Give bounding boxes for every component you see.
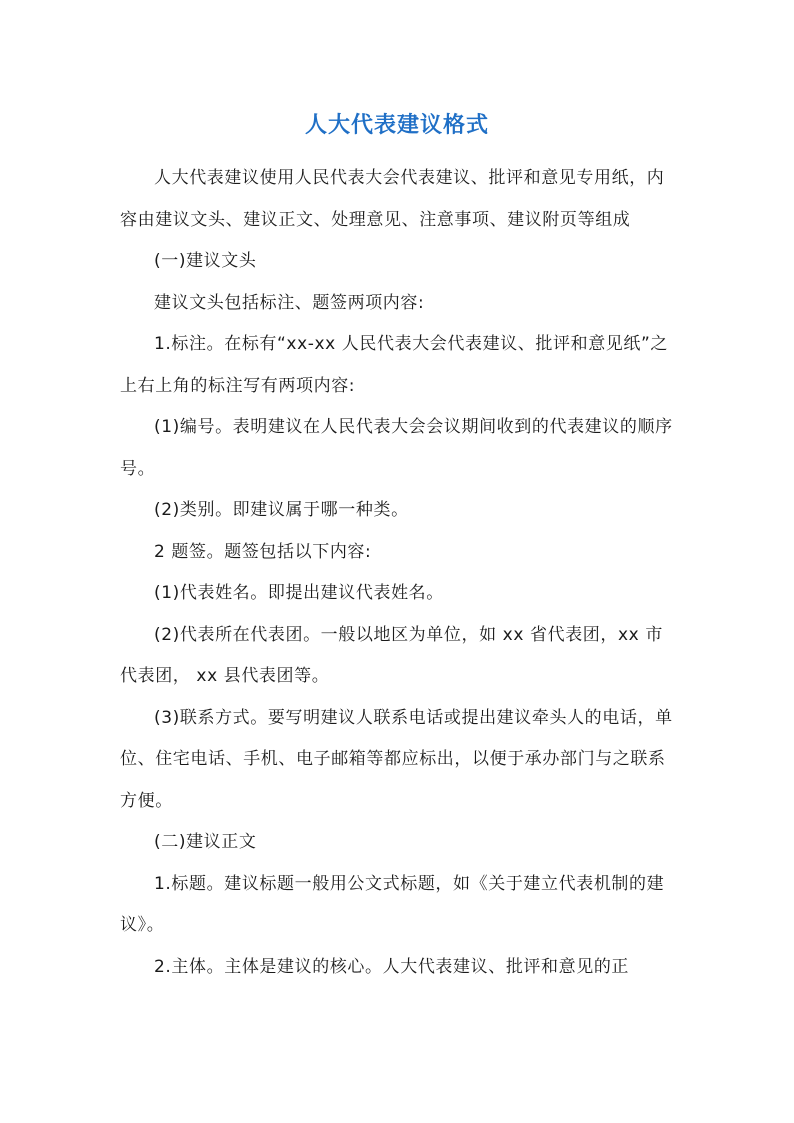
section-heading: (一)建议文头 (154, 251, 257, 271)
paragraph: (3)联系方式。要写明建议人联系电话或提出建议牵头人的电话，单位、住宅电话、手机、电子邮箱等都应标出，以便于承办部门与之联系方便。 (120, 707, 673, 811)
paragraph: 2.主体。主体是建议的核心。人大代表建议、批评和意见的正 (154, 956, 630, 977)
paragraph: 1.标题。建议标题一般用公文式标题，如《关于建立代表机制的建议》。 (120, 873, 665, 935)
paragraph: 2 题签。题签包括以下内容: (154, 541, 372, 562)
paragraph: (1)编号。表明建议在人民代表大会会议期间收到的代表建议的顺序号。 (120, 417, 673, 479)
document-title: 人大代表建议格式 (304, 113, 489, 138)
paragraph: (1)代表姓名。即提出建议代表姓名。 (154, 583, 444, 603)
document-body (120, 158, 676, 988)
section-heading: (二)建议正文 (154, 832, 257, 852)
paragraph: (2)类别。即建议属于哪一种类。 (154, 500, 409, 520)
paragraph: (2)代表所在代表团。一般以地区为单位，如 xx 省代表团，xx 市代表团， xx 县代表团等。 (120, 624, 663, 686)
paragraph: 1.标注。在标有“xx-xx 人民代表大会代表建议、批评和意见纸”之上右上角的标注写有两项内容: (120, 334, 669, 396)
paragraph: 人大代表建议使用人民代表大会代表建议、批评和意见专用纸，内容由建议文头、建议正文、处理意见、注意事项、建议附页等组成 (120, 168, 665, 230)
paragraph: 建议文头包括标注、题签两项内容: (154, 292, 425, 313)
